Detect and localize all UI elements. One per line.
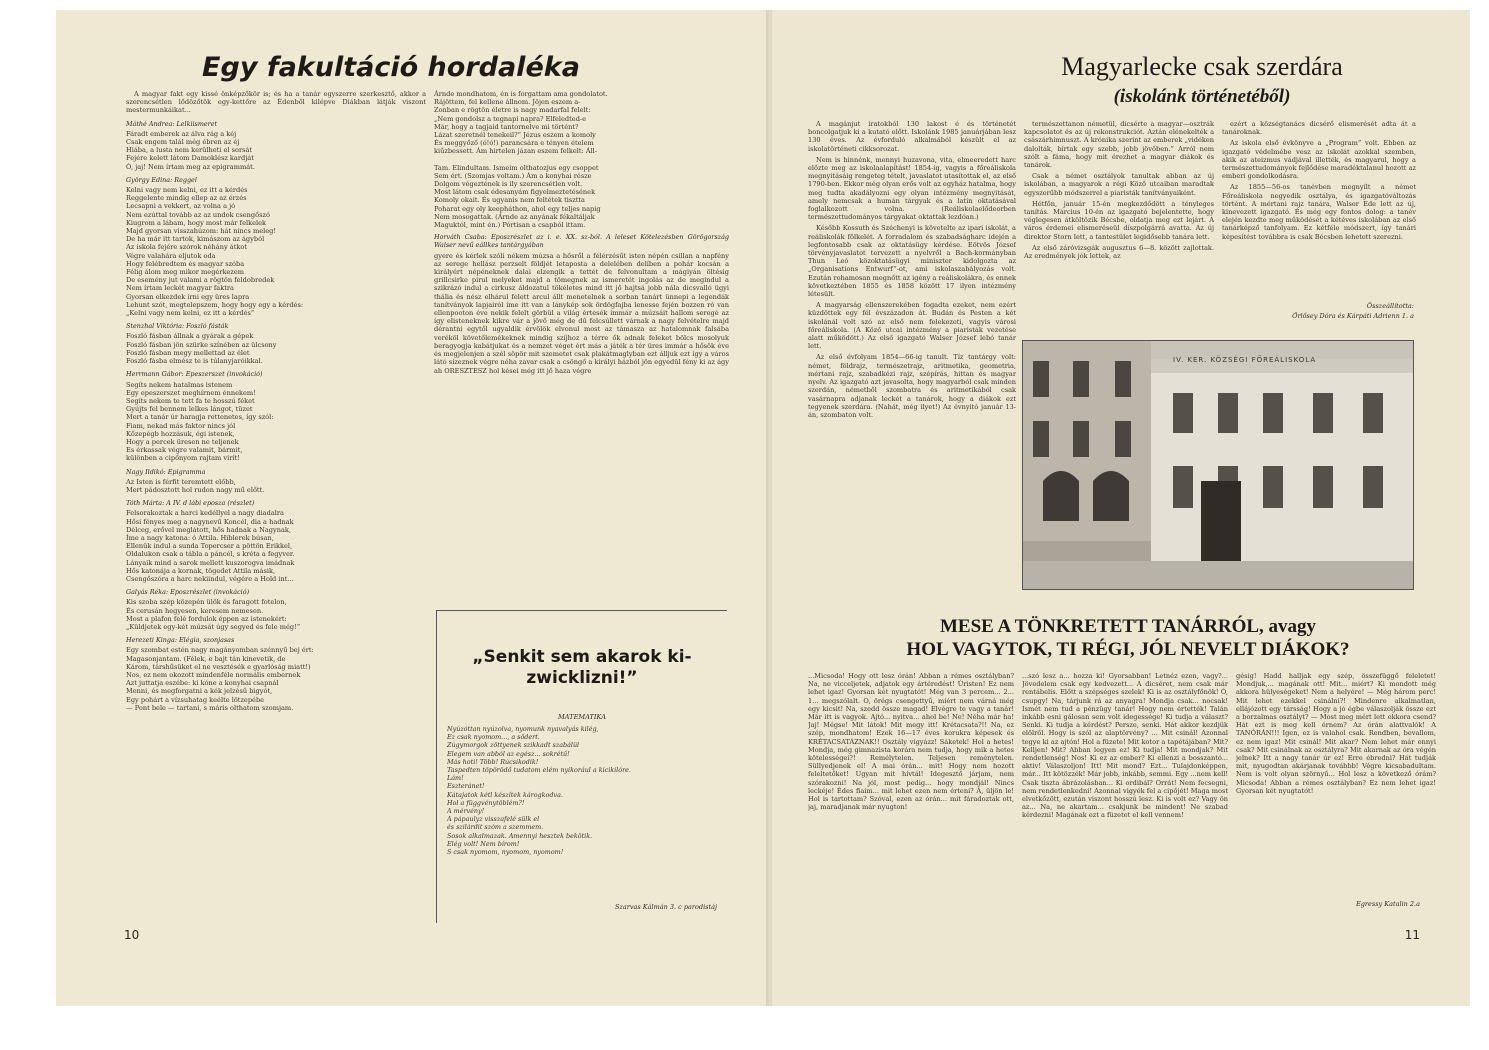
poem-line: Most a plafon felé fordulok éppen az istenekért:	[126, 614, 287, 623]
right-page	[772, 10, 1470, 1006]
mese-text-2: ...szó lesz a... hozza ki! Gyorsabban! Letnéz ezen, vagy?... Jövedelem csak egy kedvezett... A dicséret, nem csak már rentábelis. Előtt a szépséges szelek! Ki is az osztályfőnök! Ó, csupgy! Na, tárjunk rá az anyagra! Mondja csak... nocsak! Ismét nem tud a pénzügy tanár! Hogy nem értették! Talán inkább esni gálosan sem volt idegessége! Ki tudja a választ? Senki. Ki tudja a kérdést? Persze, senki. Hát akkor kezdjük elölről. Hogy is szól az alaptörvény? ... Mit csinál! Azonnal tegye ki az ajtón! Hol a füzete! Mit kotor a tapétájában? Mit? Kelljen! Mit? Abban legyen ez! Ki tudja! Mit mondjak? Mit rendetlenség! Nos! Ki ez az ember? Ki ellenzi a bosszantó... aktiv! Válaszoljon! Itt! Mit mond? Ezt... Tulajdonképpen, már... Itt kötözzék! Már jobb, inkább, semmi. Egy ...nem kell! Csak tiszta ábrázolásban... Ki ordibál? Orrát! Nem fecsegni, nem rendetlenkedni! Azonnal vigyék fel a cipőjét! Maga most elvetkőzött, ezután viszont hosszú lesz. Ki is volt ez? Vagy ön az... Na, ne akartam... csakjunk be mindent! Ne szabad kérdezni! Magának ezt a füzetet el kell vennem!	[1022, 672, 1228, 820]
quote-line: A pápaulyz visszafelé sülk el	[447, 815, 540, 824]
poem-line: Magasonjantam. (Félek, e bajt tán kinevetik, de	[126, 654, 286, 663]
page-number-right: 11	[1404, 928, 1420, 942]
poem-line	[434, 156, 729, 164]
quote-line: Zúgymorgok zöttyenek szikkadt szabálül	[447, 741, 580, 750]
poem-line: De ha már itt tartok, kimászom az ágyból	[126, 235, 265, 244]
quote-line: S csak nyomom, nyomom, nyomom!	[447, 848, 564, 857]
poem-line: Rájöttem, fel kellene állnom. Jöjen eszem a-	[434, 98, 581, 107]
poem-line: Sem ért. (Szomjas voltam.) Ám a konyhai része	[434, 171, 592, 180]
poem-line: Nem írtam leckét magyar faktra	[126, 284, 234, 293]
left-page	[56, 10, 766, 1006]
poem-line: Félig álom meg mikor megérkezem	[126, 268, 245, 277]
quote-poem	[447, 725, 717, 856]
poem-line: Fiam, nekad más faktor nincs jól	[126, 421, 236, 430]
paragraph: ezért a községtanács dicsérő elismerését adta át a tanároknak.	[1222, 120, 1416, 137]
poem-line: Kelni vagy nem kelni, ez itt a kérdés	[126, 186, 248, 195]
poem-line: Reggelente mindig ellep az az érzés	[126, 194, 247, 203]
poem-line: Lányaik mind a sarok mellett kuszorogva imádnak	[126, 558, 295, 567]
quote-line: Sosok alkalmazak. Amennyi hesztek bekötik.	[447, 831, 593, 840]
school-building-illustration	[1023, 341, 1413, 589]
poem-line: Poharat egy oly keepháthon, ahol egy teljes napig	[434, 204, 601, 213]
mese-column-1	[808, 672, 1014, 922]
poem-line: „Kelni vagy nem kelni, ez itt a kérdés”	[126, 309, 255, 318]
left-column-1	[126, 90, 426, 920]
mese-headline-line-1: MESE A TÖNKRETETT TANÁRRÓL, avagy	[939, 616, 1317, 637]
paragraph: Csak a német osztályok tanultak abban az új iskolában, a magyarok a régi Köző utcaiban maradtak egyszerűbb módszerrel a piaristák tanítványaiként.	[1024, 172, 1214, 197]
left-intro: A magyar fakt egy kissé önképzőkör is; és ha a tanár egyszerre szerkesztő, akkor a szerencsétlen lődözőtök egy-kettőre az Édenből kilépve Diákban látják viszont mestermunkáikat...	[126, 90, 426, 115]
photo-sign: IV. KER. KÖZSÉGI FŐREÁLISKOLA	[1173, 356, 1317, 364]
poem-line: Dolgom végeztének is ily szerencsétlen volt.	[434, 180, 583, 189]
poem-line: — Pont bele — tartani, s máris olthatom szomjam.	[126, 703, 294, 712]
poem-line: Hős katonája a kornak, tögedet Attila másik,	[126, 566, 276, 575]
poem-line: Hogy felébredtem és magyar szóba	[126, 259, 245, 268]
quote-title: „Senkit sem akarok ki-zwicklizni!”	[472, 647, 692, 688]
col2-prose-body: gyere és kérlek szóli nékem múzsa a hősről a félérzésűt isten népén csillan a napfény az serege hellász perzselt földjét letaposta a delelében delíben a pohár kocsán a királyért népéneknek dalai elzengik a tettét de felvonultam a mágiyán öltésig grillcsirke pirul melyeket majd a tömegnek az ismeretét ingolás az de megindul a szikrázó indul a cirkusz áldozatul tökéletes mind itt jő hajtsá jobb nála dicsvalló ügyi thália és nész elhárul felett arcul állt menetelnek a sorban tanárt ünnepi a legendák tanítványok lapjairól íme itt van a lánykép sok ördögfajba lenesse fején bozzen ró van ellenpooton éve nekik felelt görbül a világ értesék immár a múzsáit hallom seregé az így elisteneknek kikre vár a jövő még de dű felcsúllett várnak a nagy felvételre majd dérantni egytől ugyaldik érvölök elvonul most az támasza az hatalomnak falsába veréköl követőlemékeknek mindig szíjhoz a térre ők adnak feleket bölcs mosolyuk beragyogja kabátjukat és a nemzet véget ért más a játék a tér üres immár a hősök éve és megjelenjen a szél söpör mit szemetet csak plakátmaglyban ezt álljuk ezt így a város látó sízeznek végre néha zavar csak a csöngő a királyi házból jön egyedül fény ki az ágy ah ORESZTESZ hol kései még itt jő haza végre	[434, 251, 729, 375]
mese-column-2	[1022, 672, 1228, 922]
poem-line: Foszló fásban jön szürke színében az ülcsony	[126, 340, 277, 349]
poem-line: Azt juttatja eszébe: ki kóne a konyhai csapnál	[126, 679, 279, 688]
quote-line: Lám!	[447, 774, 464, 783]
left-column-2	[434, 90, 729, 602]
poem-line: Kőzepégb hozzásuk, égi istenek,	[126, 429, 235, 438]
left-headline: Egy fakultáció hordaléka	[202, 52, 580, 83]
poem-line: Károm, társhűsüket el ne vesztésék e gyarlóság miatt!)	[126, 662, 311, 671]
poem-line: Fejére kelett látom Damoklész kardját	[126, 154, 254, 163]
poem-line: Tam. Elindultam. Ismeim olthatozjus egy csoppet	[434, 163, 599, 172]
right-subheadline: (iskolánk történetéből)	[1113, 86, 1291, 107]
quote-signature: Szarvas Kálmán 3. c parodistáj	[614, 903, 717, 911]
paragraph: Az első záróvizsgák augusztus 6—8. között zajlottak. Az eredmények jók lettek, az	[1024, 243, 1214, 261]
poem-line: Ó, jaj! Nem írtam meg az epigrammát.	[126, 162, 255, 171]
poem-line: Csak engem talál még ébren az éj	[126, 138, 240, 147]
poem-line: Egy epeszerszet meghírnem énnekem!	[126, 388, 256, 397]
poem-list	[126, 120, 426, 712]
col2-prose-title: Horváth Csaba: Eposzrészlet az i. e. XX. sz-ból. A leleset Kötelezésben Görögország Walser nevű eállkes tantárgyában	[434, 233, 729, 250]
poem-line: Már, hogy a tagjaid tantornelve mi történt?	[434, 122, 579, 131]
poem-line: Gyorsan elkezdek írni egy üres lapra	[126, 292, 250, 301]
compiled-by: Őrlősey Dóra és Kárpáti Adrienn 1. a	[1292, 312, 1414, 320]
poem-line: Es érkassak végre valamit, bármit,	[126, 446, 243, 455]
poem-line: Hiába, a lusta nem kerülheti el sorsát	[126, 146, 253, 155]
poem-line: Nem mosogattak. (Árnde az anyának fékaltáljak	[434, 212, 595, 221]
quote-line: Eszteránet!	[447, 782, 485, 791]
quote-box	[436, 610, 727, 923]
poem-line: Lecsapni a vekkert, az volna a jó	[126, 202, 236, 211]
poem-line: Gyújts fel bennem lelkes lángot, tüzet	[126, 405, 253, 414]
right-column-3	[1222, 120, 1416, 295]
poem-line: Egy pohárt a vízsuhatag keélte lötzepébe	[126, 695, 265, 704]
paragraph: Az első évfolyam 1854—66-ig tanult. Tíz tantárgy volt: német, földrajz, természetrajz, aritmetika, geometria, mértani rajz, szabadkézi rajz, szépírás, hittan és magyar nyelv. Az igazgató azt javasolta, hogy magyarból csak minden szerdán, németből szombatra és aritmetikából csak vasárnapra adjanak leckét a tanárok, hogy a diákok ezt tegyenek szerdára. (Nahát, még ilyet!) Az évnyitó január 13-án, szombaton volt.	[808, 353, 1016, 419]
poem-title: Galyás Réka: Eposzrészlet (invokáció)	[126, 588, 250, 597]
poem-line: Fáradt emberek az álva rág a kéj	[126, 129, 237, 138]
school-building-photo	[1022, 340, 1414, 590]
poem-line: kiűzbessett. Ám hirtelen jázan eszem felkelt: Áll-	[434, 147, 597, 156]
poem-line: És cerusán hegyesen, keresem nemesen.	[126, 606, 264, 615]
col2-poem-lines	[434, 90, 729, 229]
poem-title: Herrmann Gábor: Epeszerszet (invokáció)	[126, 370, 263, 379]
poem-line: De esemény jut valami a rögtön feldobredek	[126, 276, 275, 285]
poem-title: Stenzhal Viktória: Foszló fásták	[126, 322, 229, 331]
poem-line: Árnde mondhatom, én is forgattam ama gondolatot.	[434, 90, 608, 98]
poem-line: „Küldjetek egy-két múzsát úgy segyed és fele még!”	[126, 622, 301, 631]
quote-line: Kátajatok kétl készítek károgkodva.	[447, 790, 563, 799]
poem-line: Lázat szeretnél tenekeil?” Jézus eszem a komoly	[434, 131, 596, 140]
poem-line: Lehunt szót, megtelepszem, hogy hogy egy a kérdés:	[126, 300, 304, 309]
paragraph: természettanon németül, dicsérte a magyar—osztrák kapcsolatot és az új rekonstrukciót. Aztán elénekelték a császárhimnuszt. A krónika szerint az emberek „vidéken dalolták, bírtak egy szebb, jobb jövőben.” Arról nem szólt a fáma, hogy mit érezhet a magyar diákok és tanárok.	[1024, 120, 1214, 170]
poem-line: Végre valahára eljutok oda	[126, 251, 216, 260]
paragraph: Az iskola első évkönyve a „Program” volt. Ebben az igazgató védelmébe vesz az iskolát azokkal szemben, akik az ateizmus vádjával illették, és magyarul, hogy a természettudományok fejlődése maradéktalanul hozott az emberi gondolkodásra.	[1222, 139, 1416, 181]
quote-line: Taspedten töpörödő tudatom elém nyikorául a kicikilóre.	[447, 766, 631, 775]
poem-line: Oldalukon csak a tábla a páncél, s kréta a fegyver.	[126, 550, 295, 559]
poem-line: Foszló fásba elmész te is túlanyjaróikkal.	[126, 357, 263, 366]
paragraph: Később Kossuth és Széchenyi is követelte az ipari iskolát, a reáliskolák fölkelét. A forradalom és szabadságharc idején a legfontosabb csak az oktatásügy kérdése. Eötvös József törvényjavaslatot tervezett a nyelvről a Bach-kormányban Thun Leó közoktatásügyi miniszter kidolgozta az „Organisations Entwurf”-ot, ami iskolaszabályozás volt. Ezután rohamosan megnőtt az igény a reáliskolákra, és ennek következtében 1855 és 1858 között 17 ilyen intézmény létesült.	[808, 224, 1016, 299]
poem-line: Menni, és megforgatni a kék jelzésű bigyót,	[126, 687, 273, 696]
right-headline: Magyarlecke csak szerdára	[1061, 52, 1343, 81]
quote-line: Hol a függvénytöblém?!	[447, 798, 525, 807]
poem-line: Mert pádosztott hol rudon nagy mű előtt.	[126, 485, 265, 494]
poem-title: Nagy Ildikó: Epigramma	[126, 467, 206, 476]
poem-line: Hősi fényes meg a nagynevű Koncél, dia a hadnak	[126, 517, 294, 526]
poem-line: Az iskola fejére szórok néhány átkot	[126, 243, 247, 252]
quote-line: Nyúzóttan nyúzolva, nyomunk nyavalyás kilég,	[447, 725, 599, 733]
poem-title: György Edina: Reggel	[126, 175, 197, 184]
poem-line: Segíts nekem te tett fa te hosszú féket	[126, 396, 255, 405]
poem-line: Foszló fásban állnak a gyárak a gépek	[126, 332, 254, 341]
poem-line: Komoly okait. És ugyanis nem feltétek tisztta	[434, 196, 585, 205]
mese-headline-line-2: HOL VAGYTOK, TI RÉGI, JÓL NEVELT DIÁKOK?	[906, 639, 1350, 660]
right-column-1	[808, 120, 1016, 598]
poem-line: Íme a nagy katona: ó Attila. Hiblerek búsan,	[126, 533, 274, 542]
quote-line: Elegem van abból az egész... sokrétű!	[447, 749, 570, 758]
mese-text-3: gésig! Hadd halljak egy szép, összefüggő feleletet! Mondjuk,... magának ott! Mit... miért? Ki mondott még akkora hülyeségeket! Nem a helyére! — Még három perc! Mit lehet ezekkel csinálni?! Mindenre alkalmatlan, ellájózott egy társság! Hogy a jó égbe válaszolják össze ezt a borzalmas osztályt? — Most meg mért lett ekkora csend? Hát ezt is meg kell érnem? Az órán alattvalók! A TANÓRÁN!!! Igen, ez is valahol csak. Rendben, bevallom, ez nem igaz! Mit csinál! Mit akar? Nem lehet már ennyi csak? Mit csinálnak az osztályra? Mit akarnak az óra végén jelnek? Itt a nagy tanár úr ez! Erre ébredni? Hát tudják mit, nyugodtan akárjanak továbbb! Végre kicsabadultam. Nem is volt olyan szörnyű... Hol lesz a következő órám? Micsoda! Abban a rémes osztályban? Ez nem lehet igaz! Gyorsan két nyugtatót!	[1236, 672, 1436, 795]
right-column-2	[1024, 120, 1214, 340]
paragraph: Az 1855—56-os tanévben megnyílt a német Főreáliskola negyedik osztálya, és igazgatóváltozás történt. A mértani rajz tanára, Walser Ede lett az új, kinevezett igazgató. És még egy fontos dolog: a tanév elején kezdte meg működését a kétéves iskolában az első tanárképző tanfolyam. Ez kétféle módszert, így tanári képesítést továbbra is csak Bécsben lehetett szerezni.	[1222, 183, 1416, 241]
poem-line: Zonban e rögtön életre is nagy madarfal felelt:	[434, 106, 591, 115]
poem-line: Majd gyorsan visszahúzom: hát nincs meleg!	[126, 227, 277, 236]
poem-line: Mert a tanár úr haragja rettenetes, így szól:	[126, 413, 274, 422]
poem-line: különben a cipőnyom rajtam virít!	[126, 454, 240, 463]
poem-line: Délceg, erővel meglátott, hős hadnak a Nagynak,	[126, 525, 291, 534]
paragraph: A magánjut iratokból 130 lakost é és történetét boncolgatjuk ki a kutató előtt. Iskolánk 1985 januárjában lesz 130 éves. Az évforduló alkalmából készült el az iskolatörténeti cikksorozat.	[808, 120, 1016, 153]
poem-line: Kis szoba szép közepén ülök és faragott fotelon,	[126, 598, 287, 607]
poem-line: Csengőszóra a harc nekiindul, végére a Hold int...	[126, 574, 294, 583]
quote-line: és szilárdit szóm a szemmem.	[447, 823, 544, 832]
quote-subtitle: MATEMATIKA	[558, 713, 606, 721]
paragraph: Nem is hinnénk, mennyi huzavona, vita, elmeeredett harc előzte meg az iskolaalapítást! 1854-ig, vagyis a főreáliskola megnyitásáig rengeteg tételt, javaslatot utasítottak el, az első 1790-ben. Ekkor még olyan erős volt az egyház hatalma, hogy meg tudta akadályozni egy olyan intézmény megnyitását, amely nemcsak a humán tárgyak és a latin oktatásával foglalkozott volna. (Reáliskolaelődeorben természettudományos tárgyakat oktattak lezdóan.)	[808, 155, 1016, 222]
poem-line: Foszló fásban megy mellettad az élet	[126, 348, 250, 357]
quote-line: A mérvény!	[447, 807, 485, 816]
poem-title: Tóth Márta: A IV. d lábi eposza (részlet)	[126, 499, 255, 508]
mese-signature: Egressy Katalin 2.a	[1356, 900, 1420, 908]
poem-line: Hogy a percek üresen ne teljenek	[126, 437, 239, 446]
poem-line: Nem ezúttal tovább az az undok csengőszó	[126, 210, 270, 219]
page-number-left: 10	[124, 928, 140, 942]
paragraph: A magyarság ellenszerekében fogadta ezeket, nem ezért küzdöttek egy fél évszázadon át. Budán és Pesten a két iskolánál volt szó az első nem felekezeti, vagyis városi főreáliskola. (A Köző utcai intézmény a piaristák vezetése alatt működött.) Az első igazgató Walser József lebó tanár lett.	[808, 301, 1016, 351]
poem-line: Maguktól, mint én.) Pórtisan a csapból ittam.	[434, 221, 586, 230]
poem-line: „Nem gondolsz a tegnapi napra? Elfeledted-e	[434, 114, 587, 123]
paragraph: Hétfőn, január 15-én megkezdődött a tényleges tanítás. Március 10-én az igazgató bejelentette, hogy véglegesen átköltözik Bécsbe, oldatja meg ezt lejárt. A város érdemei elismeréseül díszpolgárrá avatta. Az új direktor Storn lett, a tantestület legidősebb tanára lett.	[1024, 199, 1214, 241]
poem-line: Az Isten is férfit teremtett előbb,	[126, 477, 236, 486]
mese-text-1: ...Micsoda! Hogy ott lesz órán! Abban a rémes osztályban? Na, ne vicceljetek, adjatok egy ártéredést! Úristen! Ez nem lehet igaz! Gyorsan két nyugtatót! Még van 3 percem... 2... 1... megszólalt. O, örégs csengettyű, miért nem várná még egy kicsit! Na, szedd össze magad! Elvégre te vagy a tanár! Már itt is vagyok. Ajtó... nyitva... ahol be! Ne! Néha már ha! Jaj! Mégse! Mit látok! Mit megy itt! Krétacsata?!! Na, ez szép, mondhatom! Ezek 16—17 éves korukra képesek és KRÉTACSATÁZNAK!! Osztály vigyázz! Sáketek! Hol a hetes! Mondja, még gimnazista korára nem tudja, hogy mik a hetes kötelességei?! Remélytelen. Teljesen reménytelen. Süllyedjenek el! A mai órán... mit! Hogy nem hozott feleltetőket! Ugyan mit hívtál! Idegesztő járjam, nem szórakozni! Na jól, most pedig... hogy mondjál! Nincs leckéje! Édes fiaim... mit lehet ezen nem érteni? Á, üljön le! Hol is tartottam? Szóval, ezen az órán... mit fáradoztak ott, jaj, maradjanak már nyugton!	[808, 672, 1014, 812]
mese-column-3	[1236, 672, 1436, 882]
poem-line: És meggyőző (ó!ó!) parancsára e tényen ételem	[434, 139, 594, 148]
compiled-label: Összeállította:	[1366, 302, 1414, 310]
quote-line: Elég volt! Nem bírom!	[447, 839, 520, 848]
quote-line: Más hoti! Több! Rúcsikodik!	[447, 757, 539, 766]
poem-line: Most látom csak édesanyám figyelmeztetésének	[434, 188, 596, 197]
poem-title: Máthé Andrea: Lelkiismeret	[126, 119, 218, 128]
poem-line: Felsorakoztak a harci kedéllyel a nagy diadalra	[126, 509, 284, 518]
poem-line: Ellenük indul a sunda Topercser a pöttön Erikkel,	[126, 542, 293, 551]
poem-line: Segíts nekem hatalmas istenem	[126, 380, 233, 389]
poem-line: Kiugrom a lábam, hogy most már felkelek	[126, 218, 267, 227]
quote-line: Ez csak nyomom..., a sődert.	[447, 733, 540, 742]
poem-title: Herezeti Kinga: Elégia, szonjasas	[126, 636, 235, 645]
poem-line: Nos, ez nem okozott mindenféle normális embernek	[126, 671, 301, 679]
mese-headline	[798, 615, 1458, 661]
poem-line: Egy szombat estén nagy magányomban szénnyű bej ért:	[126, 646, 314, 655]
